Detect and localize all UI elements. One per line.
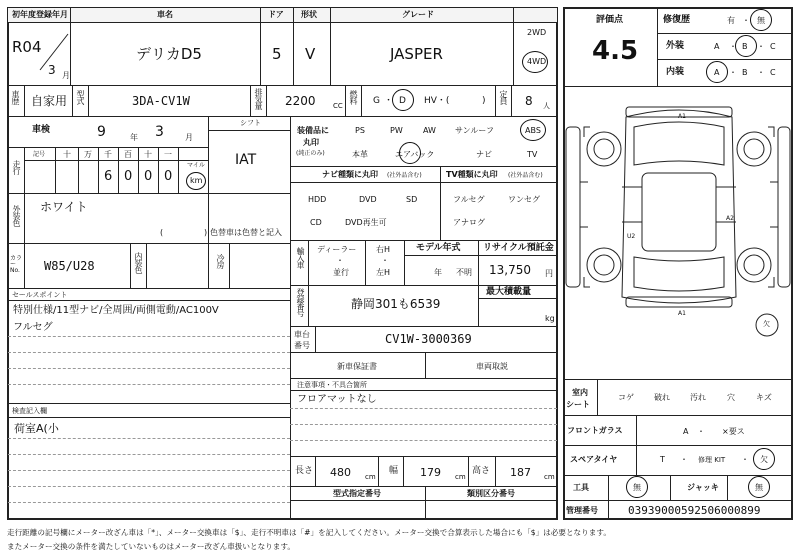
- ext-grade-c: C: [770, 42, 776, 51]
- shape-value: V: [305, 45, 316, 63]
- interior-sheet-label-2: シート: [566, 400, 590, 409]
- height-value: 187: [510, 466, 531, 479]
- inspection-year-unit: 年: [130, 133, 138, 142]
- mileage-digit-3: 0: [144, 169, 153, 184]
- persons-unit: 人: [543, 102, 550, 110]
- equipment-label-3: (純正のみ): [296, 150, 325, 157]
- inspection-notes-value: 荷室A(小: [14, 422, 59, 435]
- tv-label: TV種類に丸印: [446, 170, 498, 179]
- kigo-label: 記号: [33, 151, 46, 158]
- fuel-d: D: [399, 96, 406, 106]
- inspection-year: 9: [97, 124, 106, 140]
- use-value: 自家用: [31, 94, 68, 108]
- use-label: 車歴: [11, 90, 20, 104]
- diagram-u2: U2: [627, 233, 636, 240]
- navi-dvd-play: DVD再生可: [345, 218, 387, 227]
- height-label: 高さ: [472, 466, 491, 476]
- color-value: ホワイト: [40, 200, 88, 214]
- navi-sub: (社外品含む): [387, 172, 422, 179]
- ext-grade-b: B: [742, 42, 748, 51]
- color-no-value: W85/U28: [44, 259, 95, 273]
- seat-yabure: 破れ: [654, 393, 670, 402]
- chassis-label-1: 車台: [294, 330, 310, 339]
- seat-kizu: キズ: [756, 393, 772, 402]
- spare-kit: 修理 KIT: [698, 456, 726, 464]
- interior-color-label: 内装色: [134, 252, 143, 273]
- length-cm: cm: [365, 473, 376, 481]
- type-value: 3DA-CV1W: [132, 94, 190, 108]
- chassis-label-2: 番号: [294, 341, 310, 350]
- inspection-label: 車検: [32, 125, 51, 135]
- warranty-new: 新車保証書: [337, 362, 377, 371]
- door-header: ドア: [268, 10, 284, 19]
- unit-hyaku: 百: [124, 150, 132, 159]
- navi-cd: CD: [310, 218, 322, 227]
- int-label: 内装: [666, 67, 685, 77]
- cc-unit: CC: [333, 102, 343, 110]
- windshield-x: ×要ス: [722, 427, 745, 436]
- registration-value: 静岡301も6539: [351, 297, 441, 311]
- model-year-label: モデル年式: [416, 243, 461, 253]
- tools-label: 工具: [573, 483, 589, 492]
- diagram-ketsu: 欠: [763, 320, 770, 328]
- int-grade-b: B: [742, 68, 748, 77]
- equip-airbag: エアバック: [395, 150, 435, 159]
- int-grade-c: C: [770, 68, 776, 77]
- reg-month-unit: 月: [62, 71, 70, 80]
- car-diagram: [564, 87, 792, 379]
- unit-ichi: 一: [164, 150, 172, 159]
- ext-label: 外装: [666, 41, 685, 51]
- windshield-a: A: [683, 427, 689, 436]
- recycle-label: リサイクル預託金: [483, 243, 554, 253]
- drive-4wd: 4WD: [527, 57, 547, 66]
- width-cm: cm: [455, 473, 466, 481]
- type-label: 型式: [76, 90, 85, 104]
- interior-sheet-label-1: 室内: [572, 388, 588, 397]
- car-name-value: デリカD5: [136, 45, 202, 63]
- inspection-month-unit: 月: [185, 133, 193, 142]
- navi-hdd: HDD: [308, 195, 327, 204]
- color-label: 外装色: [12, 205, 21, 226]
- sales-point-label: セールスポイント: [12, 291, 68, 299]
- notes-value: フロアマットなし: [297, 394, 377, 405]
- grade-value: JASPER: [390, 45, 443, 63]
- footer-line1: 走行距離の記号欄にメーター改ざん車は「*」、メーター交換車は「$」、走行不明車は「#」を記入してください。メーター交換で合算表示した場合にも「$」は必要となります。: [7, 528, 611, 537]
- displacement-label: 排気量: [254, 88, 263, 109]
- footer-line2: またメーター交換の条件を満たしていないものはメーター改ざん車扱いとなります。: [7, 542, 295, 551]
- equip-navi: ナビ: [476, 150, 492, 159]
- max-load-label: 最大積載量: [486, 287, 532, 297]
- repair-yes: 有: [727, 16, 735, 25]
- length-value: 480: [330, 466, 351, 479]
- reg-year: R04: [12, 38, 42, 56]
- inspection-month: 3: [155, 124, 164, 140]
- mileage-digit-4: 0: [164, 169, 173, 184]
- warranty-manual: 車両取説: [476, 362, 508, 371]
- equip-ps: PS: [355, 126, 365, 135]
- model-designation-label: 型式指定番号: [333, 489, 381, 498]
- diagram-a1-top: A1: [678, 113, 686, 120]
- seat-ana: 穴: [727, 393, 735, 402]
- yen-unit: 円: [545, 269, 553, 278]
- seat-yogore: 汚れ: [690, 393, 706, 402]
- equipment-label-1: 装備品に: [297, 126, 329, 135]
- ac-label: 冷房: [216, 254, 225, 268]
- tools-value: 無: [633, 483, 641, 492]
- capacity-label: 定員: [499, 90, 508, 104]
- sales-point-line1: 特別仕様/11型ナビ/全周囲/両側電動/AC100V: [13, 305, 219, 316]
- import-dealer: ディーラー: [317, 245, 357, 254]
- fuel-label: 燃料: [349, 90, 358, 104]
- navi-dvd: DVD: [359, 195, 377, 204]
- displacement-value: 2200: [285, 94, 316, 108]
- import-parallel: 並行: [333, 268, 349, 277]
- fuel-hv: HV・(: [424, 96, 450, 106]
- capacity-value: 8: [525, 94, 533, 108]
- color-note: 色替車は色替と記入: [210, 228, 282, 237]
- mileage-label: 走行: [12, 160, 21, 174]
- tv-analog: アナログ: [453, 218, 485, 227]
- navi-label: ナビ種類に丸印: [322, 170, 378, 179]
- registration-label: 登録番号: [296, 288, 305, 316]
- equip-sunroof: サンルーフ: [455, 126, 494, 135]
- mileage-digit-1: 6: [104, 169, 113, 184]
- shift-value: IAT: [235, 152, 257, 168]
- unit-sen: 千: [104, 150, 112, 159]
- first-reg-header: 初年度登録年月: [12, 10, 68, 19]
- inspection-notes-label: 検査記入欄: [12, 407, 47, 415]
- mgmt-value: 03939000592506000899: [628, 504, 761, 517]
- color-no-label: カラーNo.: [10, 255, 23, 274]
- width-value: 179: [420, 466, 441, 479]
- score-label: 評価点: [596, 15, 624, 25]
- equip-leather: 本革: [352, 150, 368, 159]
- jack-label: ジャッキ: [687, 483, 719, 492]
- repair-label: 修復歴: [663, 15, 691, 25]
- unit-jyuman: 十: [63, 150, 71, 159]
- equip-pw: PW: [390, 126, 403, 135]
- mileage-digit-2: 0: [124, 169, 133, 184]
- diagram-a1-bottom: A1: [678, 310, 686, 317]
- tv-fullseg: フルセグ: [453, 195, 485, 204]
- int-grade-a: A: [714, 68, 720, 77]
- spare-ketsu: 欠: [760, 455, 768, 464]
- diagram-a2: A2: [726, 215, 734, 222]
- spare-t: T: [660, 455, 665, 464]
- recycle-value: 13,750: [489, 263, 531, 277]
- jack-value: 無: [755, 483, 763, 492]
- navi-sd: SD: [406, 195, 418, 204]
- equip-abs: ABS: [525, 126, 541, 135]
- score-value: 4.5: [592, 36, 639, 66]
- length-label: 長さ: [295, 466, 314, 476]
- shift-label: シフト: [240, 119, 261, 127]
- equip-tv: TV: [527, 150, 538, 159]
- unit-jyu: 十: [144, 150, 152, 159]
- kg-unit: kg: [545, 314, 555, 323]
- sales-point-line2: フルセグ: [13, 322, 53, 333]
- repair-no: 無: [757, 16, 765, 25]
- fuel-g: G: [373, 96, 380, 106]
- import-rh: 右H: [376, 245, 391, 254]
- grade-header: グレード: [402, 10, 434, 19]
- height-cm: cm: [544, 473, 555, 481]
- model-year-unit: 年: [434, 268, 442, 277]
- chassis-value: CV1W-3000369: [385, 332, 472, 346]
- shape-header: 形状: [301, 10, 317, 19]
- spare-label: スペアタイヤ: [570, 455, 618, 464]
- km-label: km: [190, 176, 203, 185]
- doors-value: 5: [272, 45, 282, 63]
- windshield-label: フロントガラス: [567, 426, 623, 435]
- fuel-close: ): [482, 96, 486, 106]
- unit-man: 万: [84, 150, 92, 159]
- mgmt-label: 管理番号: [566, 506, 598, 515]
- width-label: 幅: [389, 466, 399, 476]
- notes-label: 注意事項・不具合箇所: [297, 381, 367, 389]
- model-year-unknown: 不明: [456, 268, 472, 277]
- import-lh: 左H: [376, 268, 391, 277]
- ext-grade-a: A: [714, 42, 720, 51]
- class-designation-label: 類別区分番号: [467, 489, 515, 498]
- drive-2wd: 2WD: [527, 28, 547, 37]
- import-label: 輸入車: [296, 247, 305, 268]
- reg-month: 3: [48, 63, 56, 77]
- seat-koge: コゲ: [618, 393, 634, 402]
- equip-aw: AW: [423, 126, 436, 135]
- mile-label: マイル: [187, 162, 205, 169]
- tv-sub: (社外品含む): [508, 172, 543, 179]
- car-name-header: 車名: [157, 10, 173, 19]
- equipment-label-2: 丸印: [303, 138, 319, 147]
- tv-oneseg: ワンセグ: [508, 195, 540, 204]
